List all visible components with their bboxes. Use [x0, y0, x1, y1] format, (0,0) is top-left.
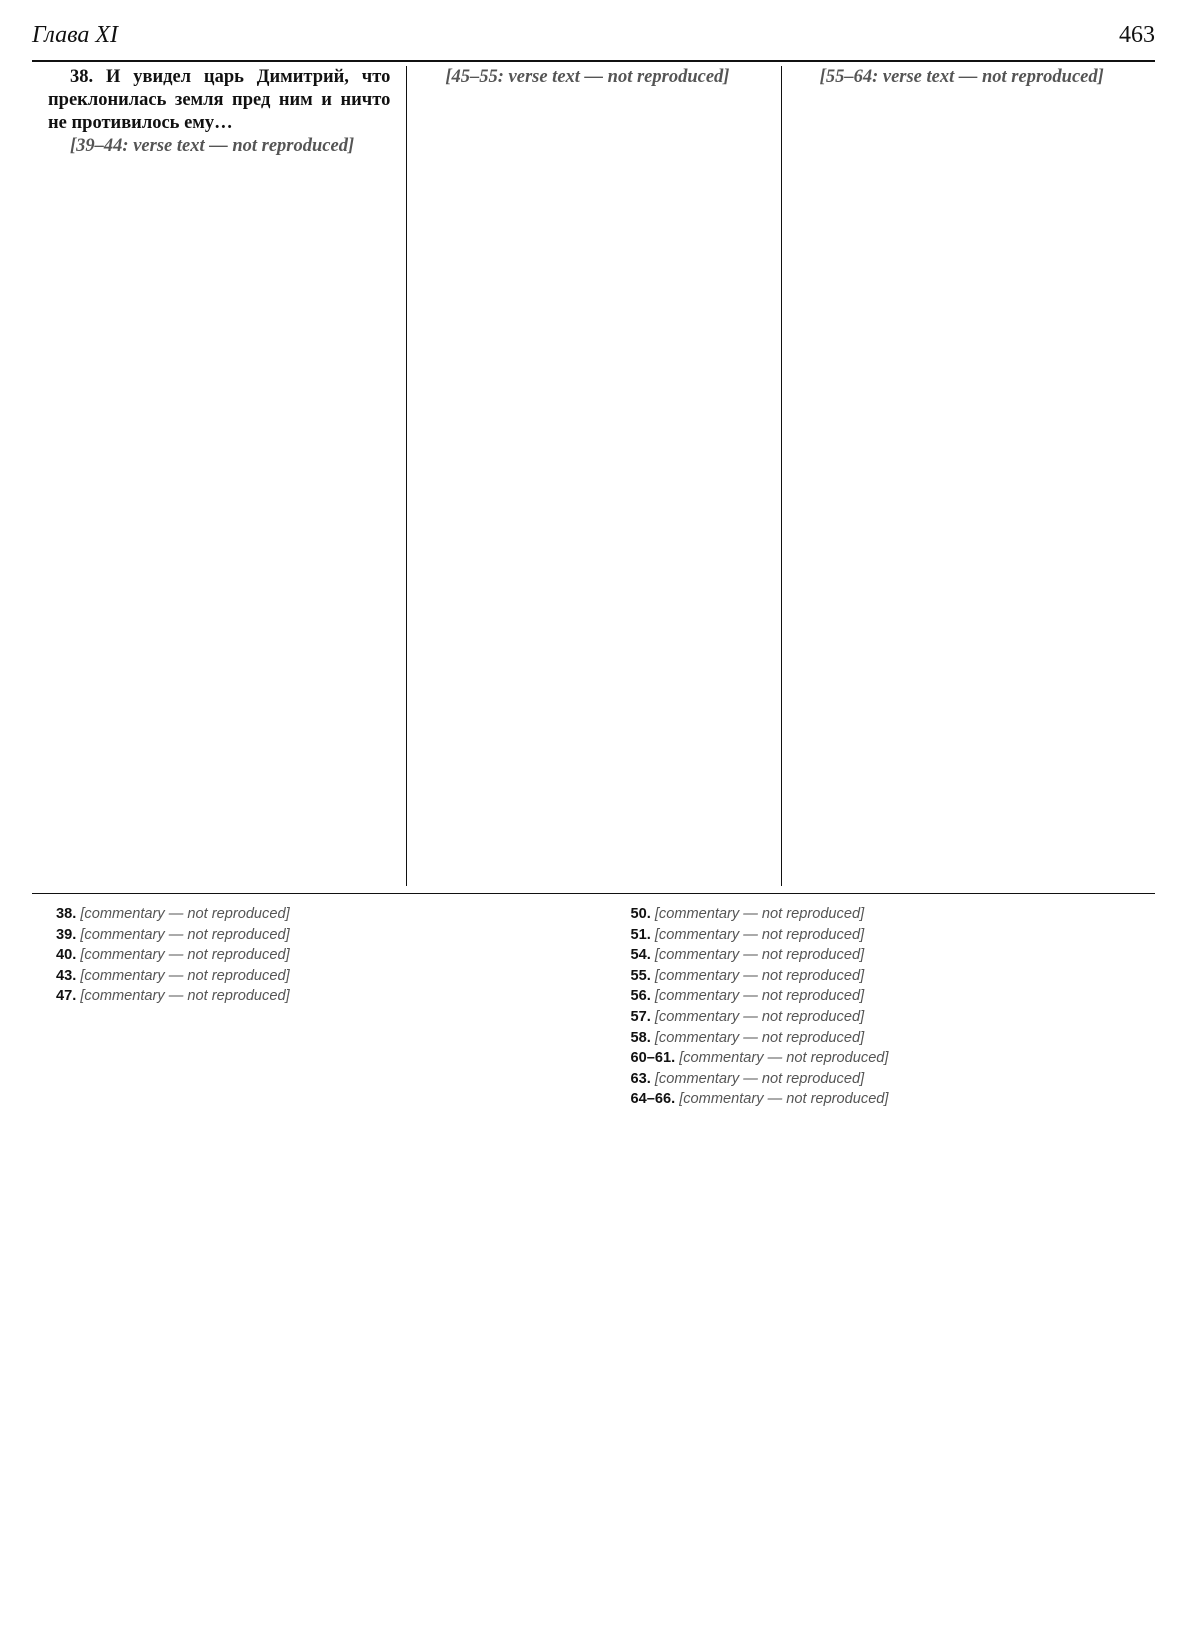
note-ref: 56.: [630, 988, 651, 1005]
note-paragraph: [607, 1028, 1156, 1049]
note-paragraph: [607, 925, 1156, 946]
note-text: [commentary — not reproduced]: [654, 947, 865, 964]
notes-column-2: [607, 904, 1156, 1614]
note-ref: 60–61.: [630, 1050, 676, 1067]
note-text: [commentary — not reproduced]: [679, 1050, 889, 1067]
chapter-label: Глава XI: [32, 22, 119, 48]
note-text: [commentary — not reproduced]: [654, 926, 865, 943]
verse-paragraph: [39–44: verse text — not reproduced]: [70, 136, 355, 156]
note-text: [commentary — not reproduced]: [654, 906, 865, 922]
verse-text: [32, 66, 1155, 886]
note-paragraph: [607, 966, 1156, 987]
note-text: [commentary — not reproduced]: [80, 906, 290, 922]
note-paragraph: [32, 966, 581, 987]
note-paragraph: [607, 904, 1156, 925]
note-ref: 51.: [630, 926, 651, 943]
note-ref: 50.: [630, 906, 651, 922]
note-paragraph: [32, 925, 581, 946]
note-ref: 39.: [56, 926, 77, 943]
page-number: 463: [1119, 22, 1155, 48]
note-paragraph: [607, 986, 1156, 1007]
note-paragraph: [607, 1007, 1156, 1028]
note-ref: 58.: [630, 1029, 651, 1046]
note-ref: 38.: [56, 906, 77, 922]
verse-paragraph: [45–55: verse text — not reproduced]: [445, 67, 730, 87]
running-head: [32, 22, 1155, 54]
note-ref: 47.: [56, 988, 77, 1005]
note-ref: 54.: [630, 947, 651, 964]
note-ref: 40.: [56, 947, 77, 964]
commentary-notes: [32, 904, 1155, 1614]
note-text: [commentary — not reproduced]: [654, 988, 865, 1005]
note-text: [commentary — not reproduced]: [654, 1029, 865, 1046]
note-ref: 43.: [56, 967, 77, 984]
note-paragraph: [32, 904, 581, 925]
note-paragraph: [607, 945, 1156, 966]
note-paragraph: [607, 1048, 1156, 1069]
verse-column-3: [781, 66, 1155, 886]
verse-paragraph: [55–64: verse text — not reproduced]: [819, 67, 1104, 87]
note-paragraph: [32, 986, 581, 1007]
verse-column-2: [406, 66, 780, 886]
note-ref: 63.: [630, 1070, 651, 1087]
note-text: [commentary — not reproduced]: [654, 967, 865, 984]
note-text: [commentary — not reproduced]: [80, 988, 290, 1005]
note-text: [commentary — not reproduced]: [80, 926, 290, 943]
note-paragraph: [607, 1069, 1156, 1090]
note-ref: 55.: [630, 967, 651, 984]
note-text: [commentary — not reproduced]: [679, 1091, 889, 1108]
note-paragraph: [32, 945, 581, 966]
note-text: [commentary — not reproduced]: [654, 1070, 865, 1087]
note-text: [commentary — not reproduced]: [80, 947, 290, 964]
notes-column-1: [32, 904, 581, 1614]
verse-paragraph: 38. И увидел царь Димитрий, что преклонилась земля пред ним и ничто не противилось ему…: [48, 67, 391, 133]
header-rule: [32, 60, 1155, 62]
verse-column-1: [32, 66, 406, 886]
note-text: [commentary — not reproduced]: [80, 967, 290, 984]
note-ref: 57.: [630, 1008, 651, 1025]
note-ref: 64–66.: [630, 1091, 676, 1108]
note-text: [commentary — not reproduced]: [654, 1008, 865, 1025]
note-paragraph: [607, 1089, 1156, 1110]
notes-separator-rule: [32, 893, 1155, 894]
